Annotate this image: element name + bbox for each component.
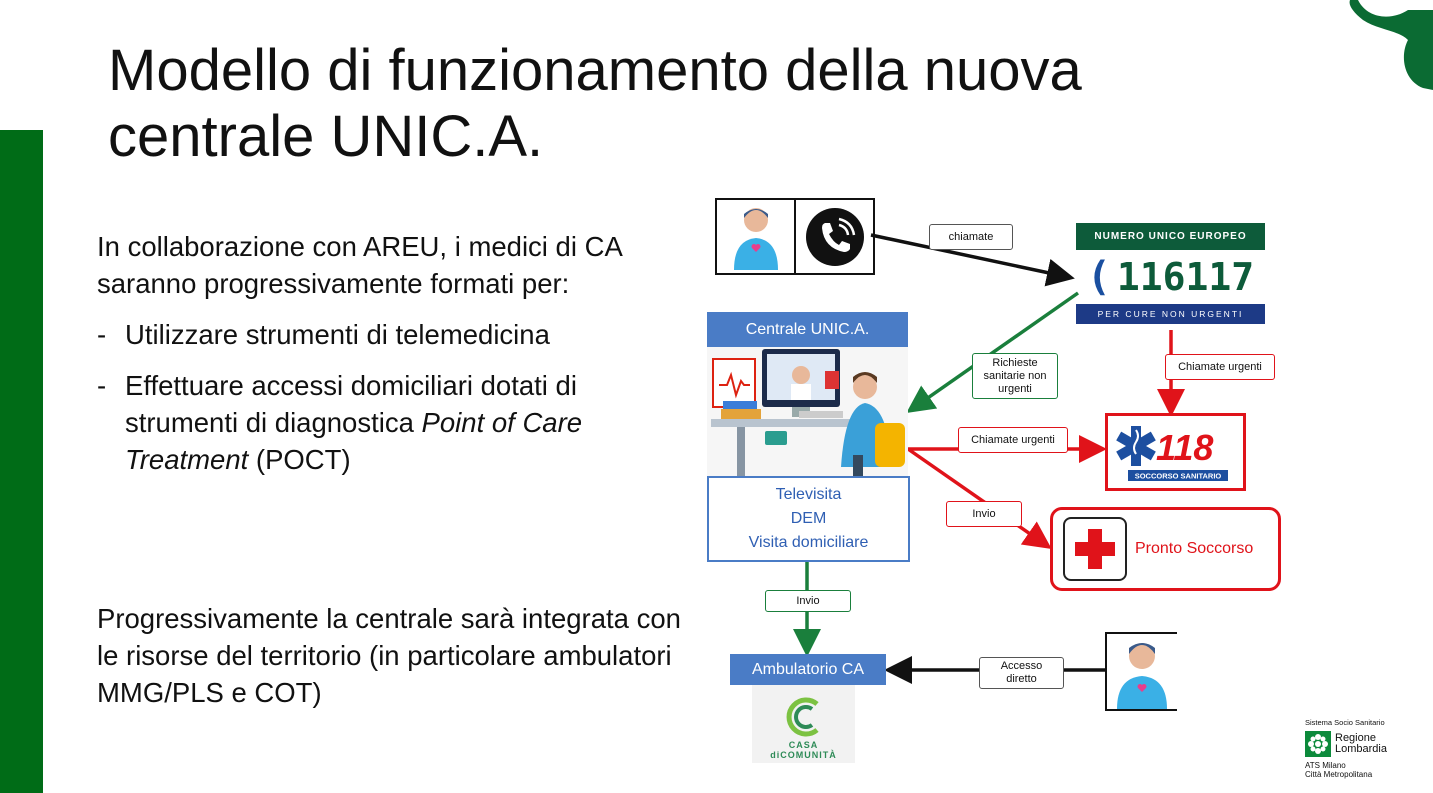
116117-number: 116117 — [1116, 255, 1255, 299]
bullet-text-part: (POCT) — [248, 444, 351, 475]
bullet-text-part: Effettuare accessi domiciliari dotati di strumenti di diagnostica — [125, 370, 577, 438]
edge-label-line: sanitarie non — [983, 369, 1047, 382]
centrale-services — [707, 476, 910, 562]
centrale-title: Centrale UNIC.A. — [707, 312, 908, 347]
edge-label-accesso — [979, 657, 1064, 689]
slide-title: Modello di funzionamento della nuova centrale UNIC.A. — [108, 38, 1082, 169]
logo-ats-line: Città Metropolitana — [1305, 770, 1373, 779]
arrow-centrale-to-ps — [908, 449, 1046, 545]
phone-handset-icon: ( — [1086, 254, 1111, 300]
person-icon — [731, 204, 781, 270]
logo-region-line: Lombardia — [1335, 743, 1387, 755]
logo-ats-line: ATS Milano — [1305, 761, 1346, 770]
logo-region-line: Regione — [1335, 732, 1376, 744]
edge-label-richieste — [972, 353, 1058, 399]
118-number: 118 — [1156, 427, 1214, 468]
edge-label-urgenti-mid: Chiamate urgenti — [958, 427, 1068, 453]
service-item: Televisita — [775, 486, 842, 503]
phone-icon — [805, 207, 865, 267]
pronto-soccorso-label: Pronto Soccorso — [1135, 540, 1254, 557]
caller-person — [717, 200, 796, 273]
centrale-illustration — [707, 347, 908, 476]
pronto-soccorso-box — [1050, 507, 1281, 591]
intro-text: In collaborazione con AREU, i medici di CA saranno progressivamente formati per: — [97, 231, 622, 299]
lombardia-rose-icon — [1305, 731, 1331, 757]
walk-in-person — [1105, 632, 1177, 711]
edge-label-invio-ps: Invio — [946, 501, 1022, 527]
person-icon — [1107, 634, 1177, 709]
bullet-text: Utilizzare strumenti di telemedicina — [125, 319, 550, 350]
casa-line1: CASA — [788, 740, 819, 750]
edge-label-line: diretto — [1006, 673, 1037, 685]
edge-label-urgenti-top: Chiamate urgenti — [1165, 354, 1275, 380]
118-logo — [1108, 416, 1243, 488]
logo-ats — [1305, 761, 1420, 779]
service-item: DEM — [790, 510, 827, 527]
ambulatorio-ca: Ambulatorio CA — [730, 654, 886, 685]
118-caption: SOCCORSO SANITARIO — [1134, 471, 1222, 481]
logo-region-name — [1335, 733, 1387, 755]
bullet-dash: - — [97, 370, 107, 401]
118-logo-box — [1105, 413, 1246, 491]
caller-box — [715, 198, 875, 275]
116117-number-row — [1076, 250, 1265, 304]
casa-line2: diCOMUNITÀ — [770, 750, 837, 760]
bullet-dash: - — [97, 319, 107, 350]
caller-phone — [796, 200, 873, 273]
edge-label-line: Richieste — [992, 356, 1038, 369]
116117-top-band: NUMERO UNICO EUROPEO — [1076, 223, 1265, 250]
casa-comunita-logo — [752, 685, 855, 763]
edge-label-line: Accesso — [1000, 660, 1043, 672]
logo-system-text: Sistema Socio Sanitario — [1305, 718, 1385, 727]
edge-label-invio-amb: Invio — [765, 590, 851, 612]
bullet-text-italic: Point of Care Treatment — [125, 407, 583, 475]
116117-logo — [1076, 223, 1265, 330]
service-item: Visita domiciliare — [748, 534, 869, 551]
edge-label-line: urgenti — [998, 382, 1032, 395]
doctor-desk-illustration — [707, 347, 908, 476]
logo-row — [1305, 731, 1420, 757]
red-cross-icon — [1063, 517, 1127, 581]
edge-label-chiamate: chiamate — [929, 224, 1013, 250]
closing-text: Progressivamente la centrale sarà integrata con le risorse del territorio (in particolare ambulatori MMG/PLS e COT) — [97, 603, 681, 708]
regione-lombardia-logo — [1305, 718, 1420, 790]
116117-bottom-band: PER CURE NON URGENTI — [1076, 304, 1265, 324]
star-of-life-icon — [1116, 426, 1156, 466]
casa-comunita-icon — [781, 694, 827, 740]
